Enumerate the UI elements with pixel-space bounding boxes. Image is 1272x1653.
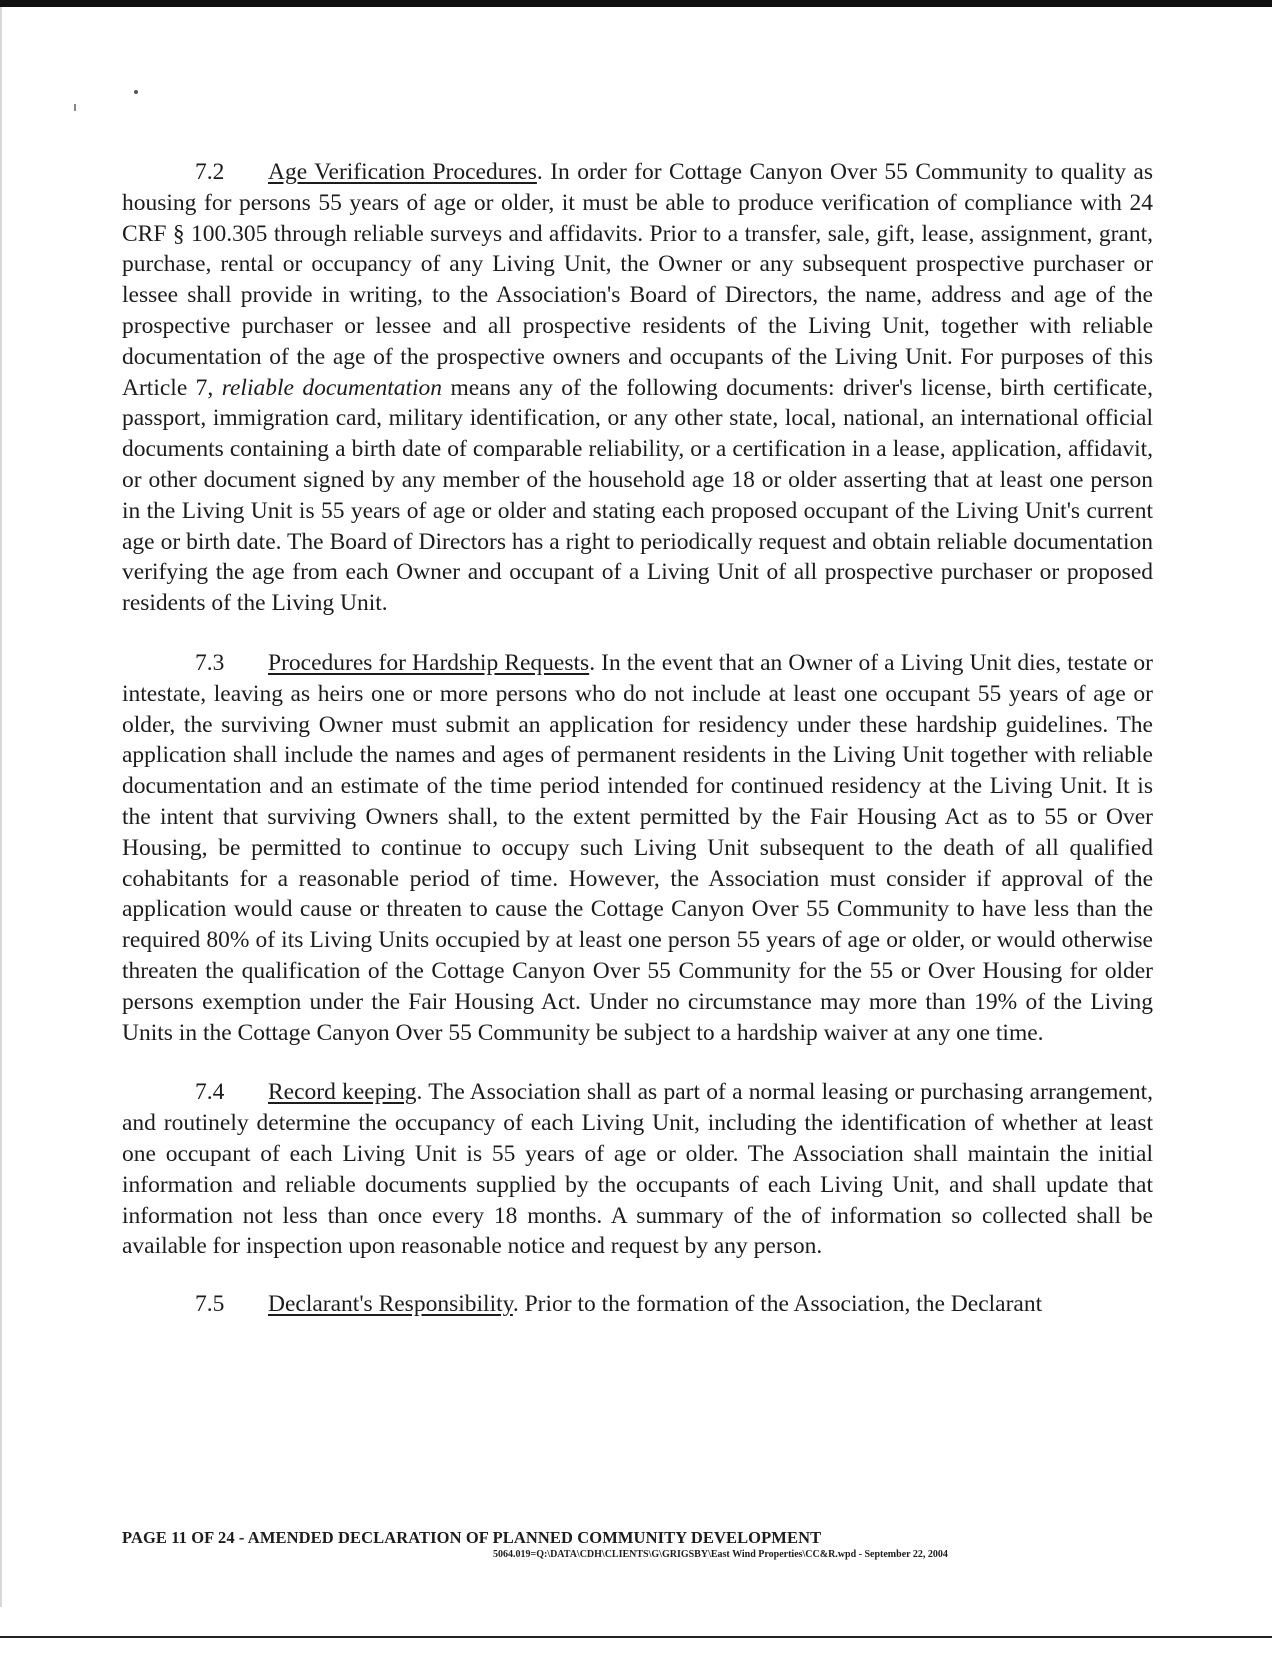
section-7-4 [122,1077,1153,1262]
section-number: 7.5 [195,1291,225,1318]
section-body: . In the event that an Owner of a Living Unit dies, testate or intestate, leaving as heirs one or more persons who do not include at least one occupant 55 years of age or older, the surviving Owner must submit an application for residency under these hardship guidelines. The application shall include the names and ages of permanent residents in the Living Unit together with reliable documentation and an estimate of the time period intended for continued residency at the Living Unit. It is the intent that surviving Owners shall, to the extent permitted by the Fair Housing Act as to 55 or Over Housing, be permitted to continue to occupy such Living Unit subsequent to the death of all qualified cohabitants for a reasonable period of time. However, the Association must consider if approval of the application would cause or threaten to cause the Cottage Canyon Over 55 Community to have less than the required 80% of its Living Units occupied by at least one person 55 years of age or older, or would otherwise threaten the qualification of the Cottage Canyon Over 55 Community for the 55 or Over Housing for older persons exemption under the Fair Housing Act. Under no circumstance may more than 19% of the Living Units in the Cottage Canyon Over 55 Community be subject to a hardship waiver at any one time. [122,649,1153,1046]
section-heading: Record keeping [268,1079,417,1106]
section-body-continued: means any of the following documents: driver's license, birth certificate, passport, immigration card, military identification, or any other state, local, national, an international official documents containing a birth date of comparable reliability, or a certification in a lease, application, affidavit, or other document signed by any member of the household age 18 or older asserting that at least one person in the Living Unit is 55 years of age or older and stating each proposed occupant of the Living Unit's current age or birth date. The Board of Directors has a right to periodically request and obtain reliable documentation verifying the age from each Owner and occupant of a Living Unit of all prospective purchaser or proposed residents of the Living Unit. [122,374,1153,617]
section-7-5 [122,1289,1153,1320]
section-number: 7.4 [195,1079,225,1106]
section-body: . The Association shall as part of a normal leasing or purchasing arrangement, and routinely determine the occupancy of each Living Unit, including the identification of whether at least one occupant of each Living Unit is 55 years of age or older. The Association shall maintain the initial information and reliable documents supplied by the occupants of each Living Unit, and shall update that information not less than once every 18 months. A summary of the of information so collected shall be available for inspection upon reasonable notice and request by any person. [122,1079,1153,1260]
section-7-2 [122,157,1153,619]
section-heading: Declarant's Responsibility [268,1291,513,1318]
scan-speck [74,104,76,111]
scan-bottom-edge [0,1636,1272,1638]
section-heading: Procedures for Hardship Requests [268,649,590,676]
scan-left-edge [0,7,2,1607]
page-footer [122,1528,1162,1560]
scan-top-edge [0,0,1272,7]
section-body: . In order for Cottage Canyon Over 55 Community to quality as housing for persons 55 years of age or older, it must be able to produce verification of compliance with 24 CRF § 100.305 through reliable surveys and affidavits. Prior to a transfer, sale, gift, lease, assignment, grant, purchase, rental or occupancy of any Living Unit, the Owner or any subsequent prospective purchaser or lessee shall provide in writing, to the Association's Board of Directors, the name, address and age of the prospective purchaser or lessee and all prospective residents of the Living Unit, together with reliable documentation of the age of the prospective owners and occupants of the Living Unit. For purposes of this Article 7, [122,159,1154,401]
section-body: . Prior to the formation of the Association, the Declarant [512,1291,1043,1318]
section-number: 7.2 [195,159,225,185]
scan-speck [134,90,138,94]
defined-term: reliable documentation [221,374,443,401]
footer-title: PAGE 11 OF 24 - AMENDED DECLARATION OF PLANNED COMMUNITY DEVELOPMENT [122,1528,822,1547]
section-7-3 [122,648,1153,1048]
section-number: 7.3 [195,649,225,676]
footer-file-path: 5064.019=Q:\DATA\CDH\CLIENTS\G\GRIGSBY\East Wind Properties\CC&R.wpd - September 22, 2004 [493,1549,948,1560]
section-heading: Age Verification Procedures [268,159,537,185]
document-body [122,157,1153,1320]
